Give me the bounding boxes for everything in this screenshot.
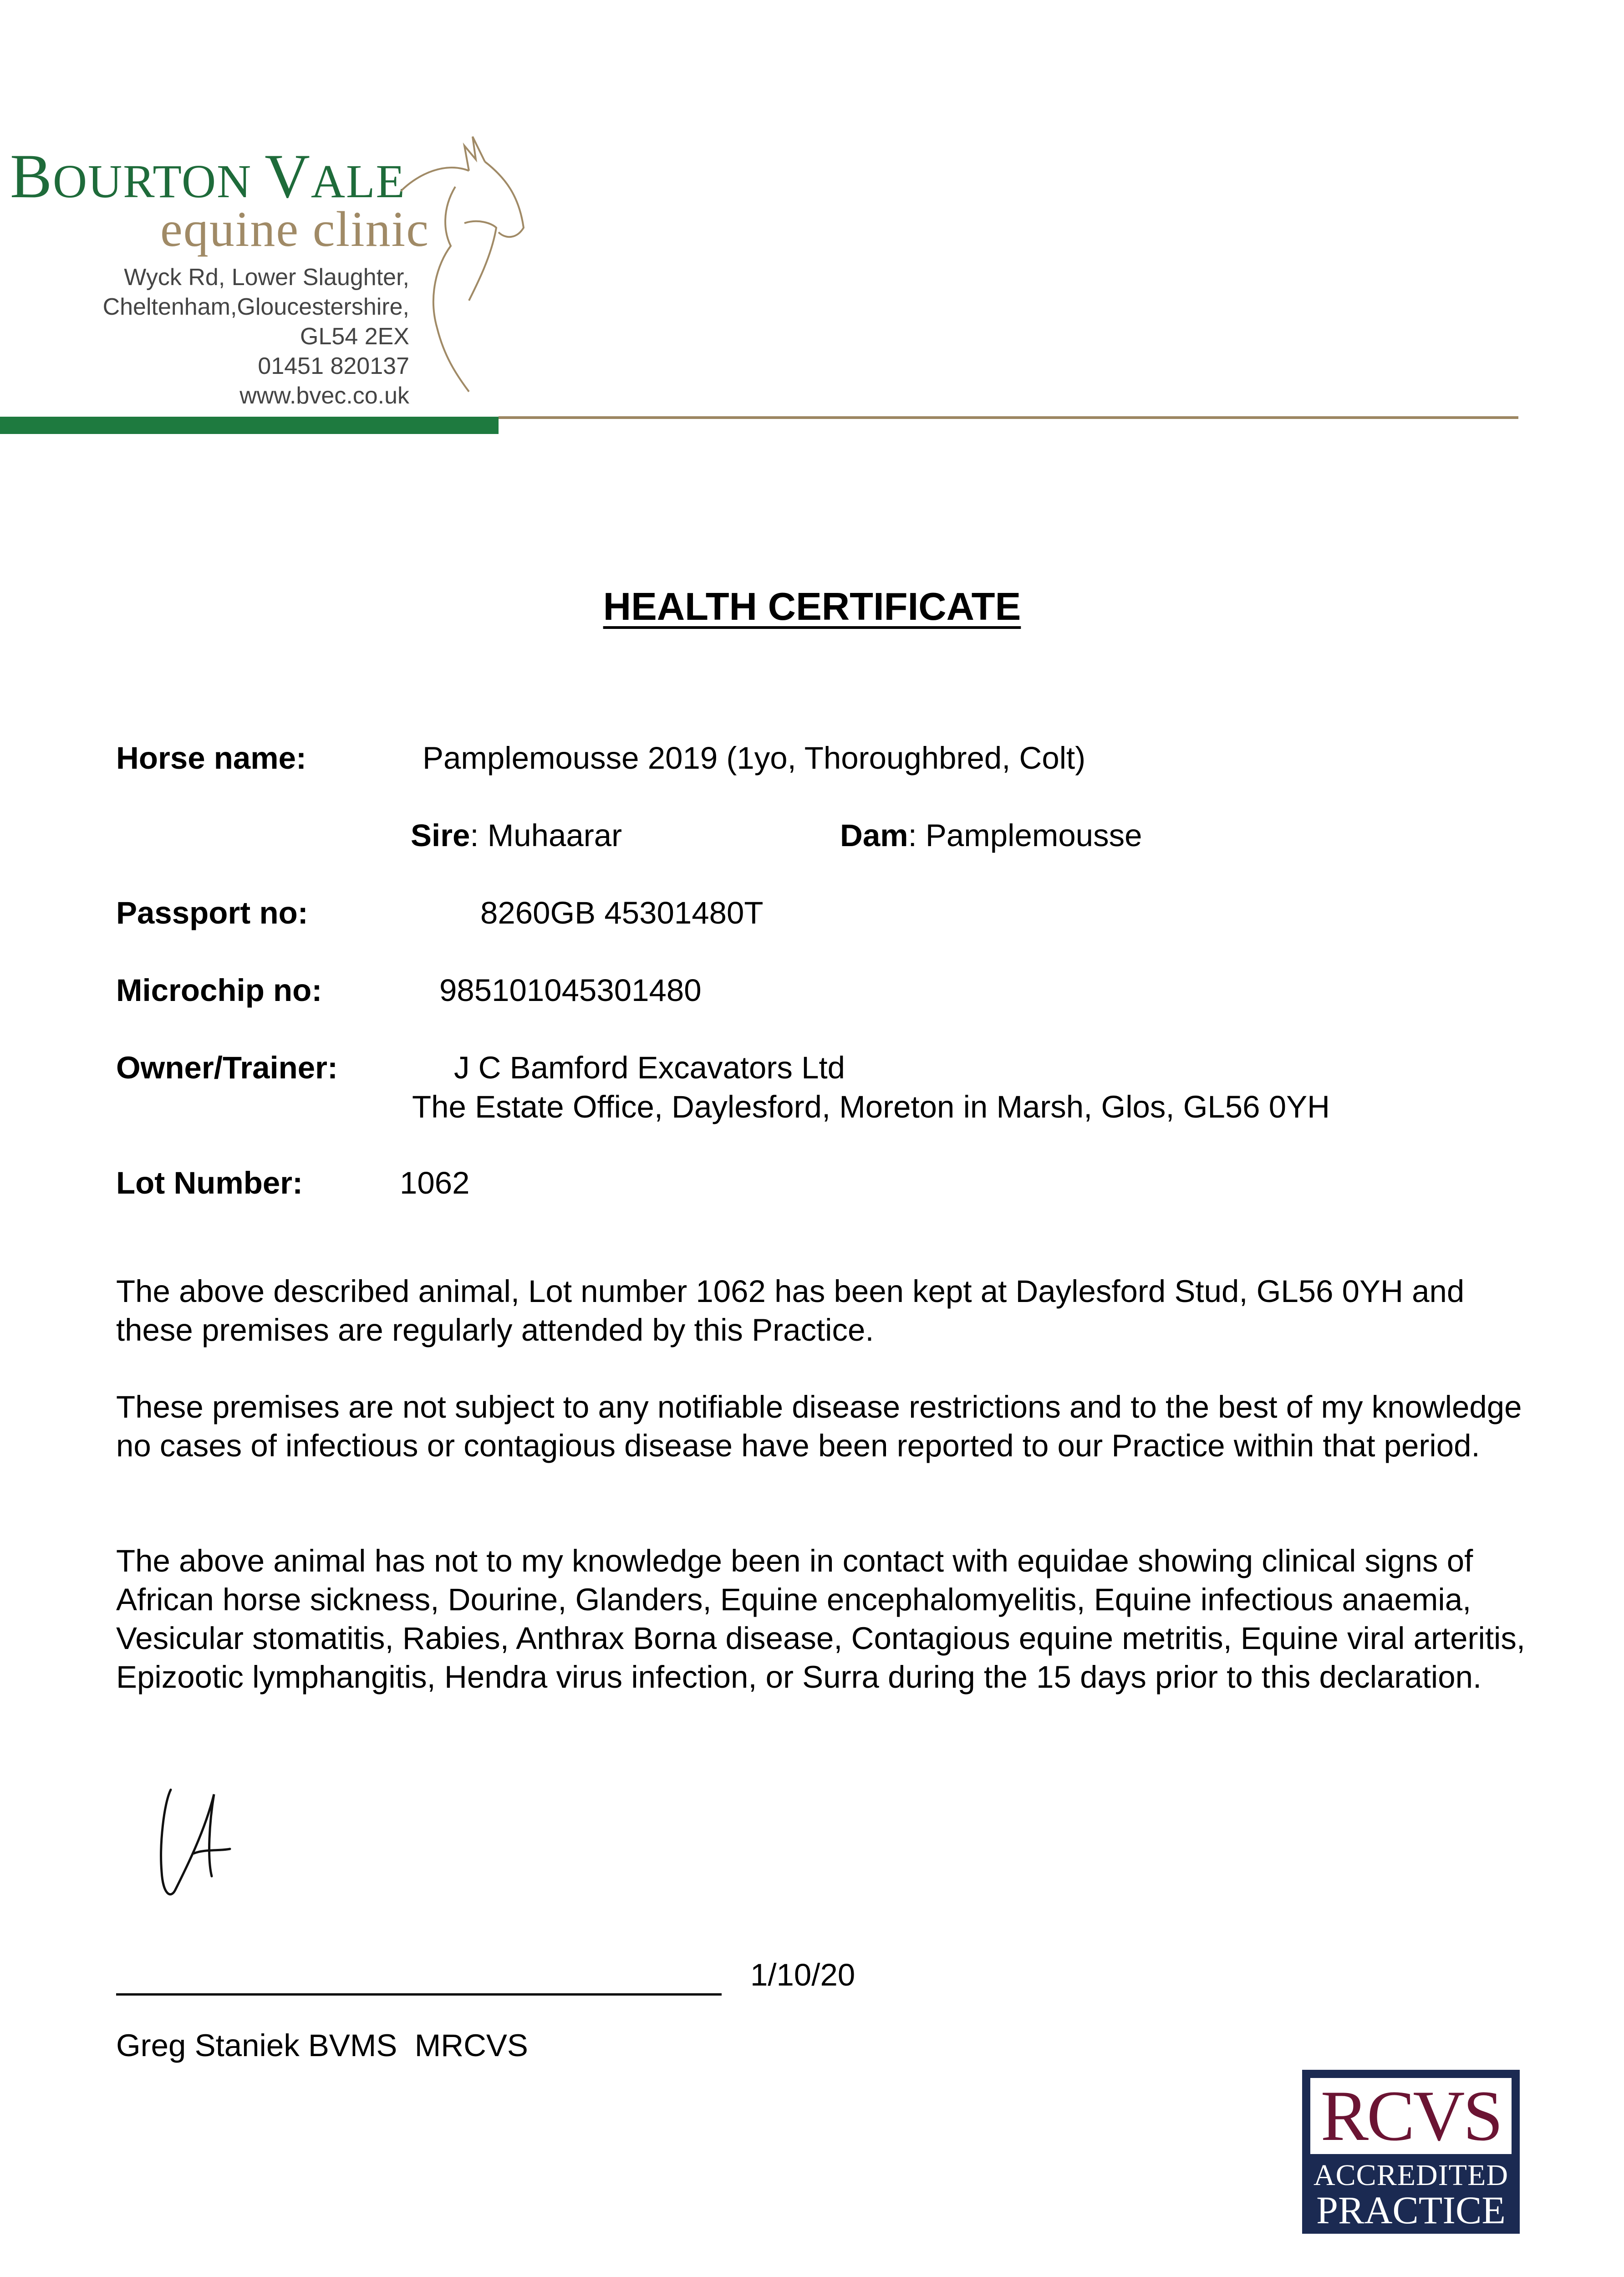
owner-name: J C Bamford Excavators Ltd [454,1050,845,1085]
microchip-label: Microchip no: [116,973,322,1008]
document-title: HEALTH CERTIFICATE [603,585,1021,628]
rcvs-accreditation-badge [1302,2070,1520,2246]
clinic-name: BOURTON VALE [10,141,406,211]
rcvs-logo [1308,2076,1513,2156]
signature-date: 1/10/20 [750,1957,855,1992]
sire-field [411,820,622,851]
sire-label: Sire [411,818,470,853]
passport-value: 8260GB 45301480T [480,895,764,930]
dam-field [840,820,1142,851]
address-line-1: Wyck Rd, Lower Slaughter, [124,264,409,291]
handwritten-signature [155,1776,237,1913]
owner-address: The Estate Office, Daylesford, Moreton in Marsh, Glos, GL56 0YH [412,1089,1330,1124]
letterhead-gold-rule [499,416,1518,419]
clinic-subtitle: equine clinic [160,201,430,257]
lot-number-label: Lot Number: [116,1165,303,1200]
website: www.bvec.co.uk [239,383,409,409]
microchip-value: 985101045301480 [439,973,702,1008]
letterhead-green-bar [0,417,499,434]
paragraph-no-contact: The above animal has not to my knowledge been in contact with equidae showing clinical signs of African horse sickness, Dourine, Glanders, Equine encephalomyelitis, Equine infectious anaemia, Vesicular stomatitis, Rabies, Anthrax Borna disease, Contagious equine metritis, Equine viral arteritis, Epizootic lymphangitis, Hendra virus infection, or Surra during the 15 days prior to this declaration. [116,1543,1525,1695]
phone-number: 01451 820137 [258,353,409,379]
badge-equine-practice: EQUINE PRACTICE [1355,2232,1466,2246]
rcvs-text: RCVS [1320,2076,1502,2156]
horse-head-icon [401,82,546,410]
paragraph-premises: The above described animal, Lot number 1062 has been kept at Daylesford Stud, GL56 0YH and these premises are regularly attended by this Practice. [116,1274,1465,1348]
lot-number-value: 1062 [400,1165,470,1200]
paragraph-no-disease: These premises are not subject to any notifiable disease restrictions and to the best of my knowledge no cases of infectious or contagious disease have been reported to our Practice within that period. [116,1389,1522,1463]
owner-label: Owner/Trainer: [116,1050,338,1085]
badge-accredited: ACCREDITED [1313,2159,1508,2192]
horse-name-value: Pamplemousse 2019 (1yo, Thoroughbred, Colt) [423,740,1086,776]
sire-value: : Muhaarar [470,818,622,853]
dam-value: : Pamplemousse [908,818,1142,853]
dam-label: Dam [840,818,908,853]
address-line-3: GL54 2EX [300,323,409,350]
signature-line [116,1993,722,1996]
passport-label: Passport no: [116,895,308,930]
vet-name: Greg Staniek BVMS MRCVS [116,2028,528,2063]
address-line-2: Cheltenham,Gloucestershire, [102,294,409,320]
horse-name-label: Horse name: [116,740,306,776]
badge-practice: PRACTICE [1316,2188,1506,2232]
